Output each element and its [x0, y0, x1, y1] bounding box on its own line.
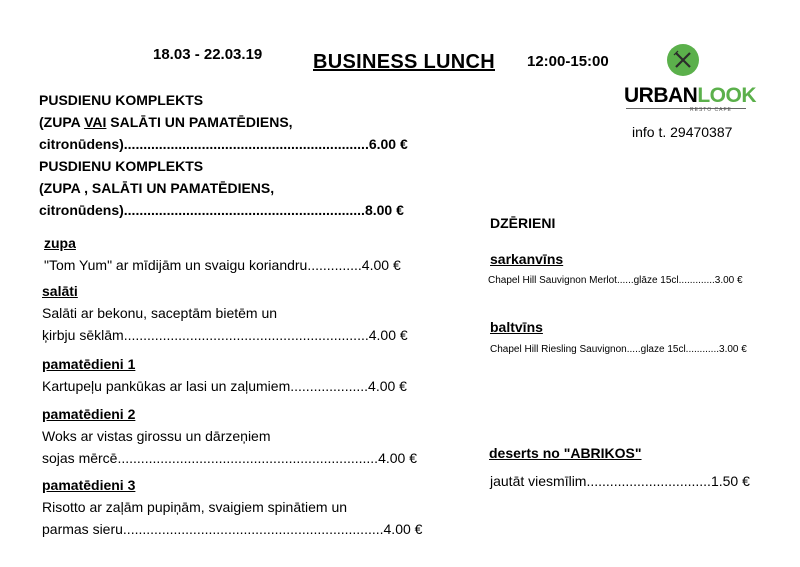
set-contents-post: SALĀTI UN PAMATĒDIENS, — [106, 114, 293, 130]
drinks-heading: DZĒRIENI — [490, 215, 556, 231]
desserts-heading: deserts no "ABRIKOS" — [489, 445, 642, 461]
menu-item: Risotto ar zaļām pupiņām, svaigiem spinātiem un — [42, 499, 348, 515]
set-contents — [39, 111, 408, 133]
set-title: PUSDIENU KOMPLEKTS — [39, 92, 204, 108]
course-heading: pamatēdieni 3 — [42, 477, 136, 493]
page-title: BUSINESS LUNCH — [313, 51, 495, 73]
menu-item: ķirbju sēklām...............................................................4.00 € — [42, 327, 408, 343]
serving-time: 12:00-15:00 — [527, 53, 609, 70]
lunch-set-1 — [39, 89, 408, 155]
course-main-1 — [42, 353, 407, 397]
set-contents: (ZUPA , SALĀTI UN PAMATĒDIENS, — [39, 180, 275, 196]
course-main-2 — [42, 403, 417, 469]
phone-info: info t. 29470387 — [632, 124, 733, 140]
menu-item: Salāti ar bekonu, saceptām bietēm un — [42, 305, 278, 321]
white-wine-item: Chapel Hill Riesling Sauvignon.....glaze 15cl............3.00 € — [490, 344, 747, 355]
course-main-3 — [42, 474, 422, 540]
dessert-item: jautāt viesmīlim................................1.50 € — [490, 473, 750, 489]
red-wine-item: Chapel Hill Sauvignon Merlot......glāze 15cl.............3.00 € — [488, 275, 743, 286]
course-soup — [44, 232, 401, 276]
lunch-set-2 — [39, 155, 404, 221]
menu-item: Woks ar vistas girossu un dārzeņiem — [42, 428, 271, 444]
red-wine-heading: sarkanvīns — [490, 251, 564, 267]
menu-item: parmas sieru...................................................................4.00 € — [42, 521, 423, 537]
set-contents-pre: (ZUPA — [39, 114, 85, 130]
brand-subtitle: RESTO CAFE — [690, 107, 732, 113]
menu-item: Kartupeļu pankūkas ar lasi un zaļumiem....................4.00 € — [42, 378, 407, 394]
course-heading: pamatēdieni 2 — [42, 406, 136, 422]
set-price-line: citronūdens)..............................................................8.00 € — [39, 202, 404, 218]
set-price-line: citronūdens)...............................................................6.00 € — [39, 136, 408, 152]
course-heading: zupa — [44, 235, 76, 251]
brand-name — [624, 84, 756, 108]
date-range: 18.03 - 22.03.19 — [153, 46, 263, 63]
course-salad — [42, 280, 408, 346]
set-contents-or: VAI — [84, 114, 107, 130]
set-title: PUSDIENU KOMPLEKTS — [39, 158, 204, 174]
menu-item: sojas mērcē...................................................................4.00 € — [42, 450, 417, 466]
white-wine-heading: baltvīns — [490, 319, 543, 335]
fork-knife-icon — [667, 44, 699, 76]
course-heading: salāti — [42, 283, 78, 299]
brand-name-part1: URBAN — [624, 84, 698, 107]
brand-name-part2: LOOK — [697, 84, 756, 107]
course-heading: pamatēdieni 1 — [42, 356, 136, 372]
menu-item: "Tom Yum" ar mīdijām un svaigu koriandru..............4.00 € — [44, 257, 401, 273]
